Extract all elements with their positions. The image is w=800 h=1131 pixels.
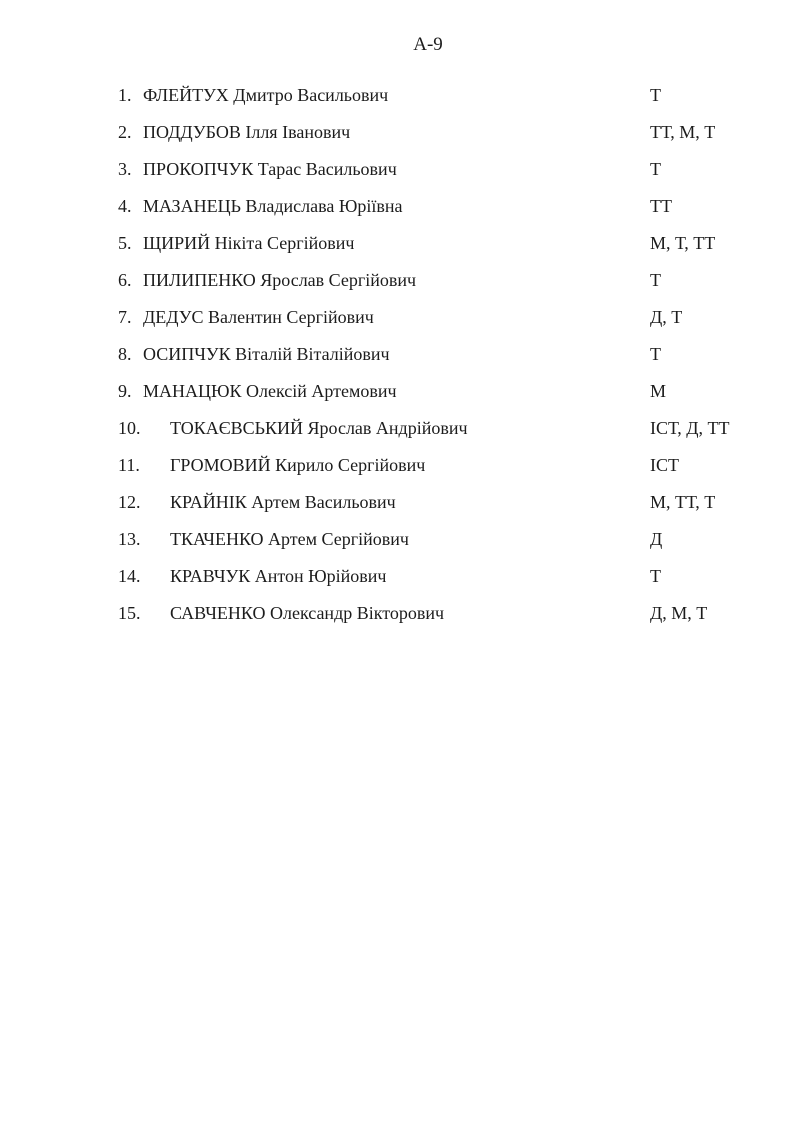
item-name: МАЗАНЕЦЬ Владислава Юріївна bbox=[143, 196, 403, 216]
list-item bbox=[0, 225, 800, 262]
item-codes: ІСТ bbox=[650, 455, 679, 475]
item-codes: ТТ bbox=[650, 196, 672, 216]
item-number: 5. bbox=[118, 233, 132, 253]
item-number: 15. bbox=[118, 603, 141, 623]
item-number: 8. bbox=[118, 344, 132, 364]
item-name: ЩИРИЙ Нікіта Сергійович bbox=[143, 233, 355, 253]
item-name: САВЧЕНКО Олександр Вікторович bbox=[170, 603, 445, 623]
item-number: 6. bbox=[118, 270, 132, 290]
item-name: ОСИПЧУК Віталій Віталійович bbox=[143, 344, 390, 364]
item-name: ТОКАЄВСЬКИЙ Ярослав Андрійович bbox=[170, 418, 468, 438]
item-number: 11. bbox=[118, 455, 140, 475]
list-item bbox=[0, 336, 800, 373]
item-name: МАНАЦЮК Олексій Артемович bbox=[143, 381, 397, 401]
list-item bbox=[0, 558, 800, 595]
item-codes: Т bbox=[650, 85, 661, 105]
list-item bbox=[0, 410, 800, 447]
item-name: КРАВЧУК Антон Юрійович bbox=[170, 566, 387, 586]
item-name: ГРОМОВИЙ Кирило Сергійович bbox=[170, 455, 426, 475]
item-number: 9. bbox=[118, 381, 132, 401]
item-name: ПРОКОПЧУК Тарас Васильович bbox=[143, 159, 397, 179]
list-item bbox=[0, 595, 800, 632]
page-number-label: А-9 bbox=[413, 34, 443, 55]
list-item bbox=[0, 188, 800, 225]
item-codes: М, Т, ТТ bbox=[650, 233, 716, 253]
list-item bbox=[0, 484, 800, 521]
item-codes: Т bbox=[650, 344, 661, 364]
item-name: ФЛЕЙТУХ Дмитро Васильович bbox=[143, 85, 389, 105]
item-name: ДЕДУС Валентин Сергійович bbox=[143, 307, 374, 327]
item-codes: Т bbox=[650, 159, 661, 179]
list-item bbox=[0, 114, 800, 151]
item-codes: Т bbox=[650, 270, 661, 290]
roster-list bbox=[0, 77, 800, 632]
item-name: ПИЛИПЕНКО Ярослав Сергійович bbox=[143, 270, 417, 290]
list-item bbox=[0, 447, 800, 484]
item-codes: ТТ, М, Т bbox=[650, 122, 716, 142]
item-codes: Д, Т bbox=[650, 307, 683, 327]
list-item bbox=[0, 521, 800, 558]
item-codes: М, ТТ, Т bbox=[650, 492, 716, 512]
item-number: 3. bbox=[118, 159, 132, 179]
list-item bbox=[0, 299, 800, 336]
list-item bbox=[0, 151, 800, 188]
item-codes: Д bbox=[650, 529, 663, 549]
list-item bbox=[0, 373, 800, 410]
item-name: КРАЙНІК Артем Васильович bbox=[170, 492, 396, 512]
item-number: 1. bbox=[118, 85, 132, 105]
item-codes: ІСТ, Д, ТТ bbox=[650, 418, 730, 438]
item-number: 13. bbox=[118, 529, 141, 549]
item-number: 7. bbox=[118, 307, 132, 327]
item-codes: М bbox=[650, 381, 667, 401]
item-number: 10. bbox=[118, 418, 141, 438]
item-name: ПОДДУБОВ Ілля Іванович bbox=[143, 122, 351, 142]
list-item bbox=[0, 77, 800, 114]
item-number: 4. bbox=[118, 196, 132, 216]
item-codes: Д, М, Т bbox=[650, 603, 708, 623]
item-number: 14. bbox=[118, 566, 141, 586]
item-number: 2. bbox=[118, 122, 132, 142]
item-codes: Т bbox=[650, 566, 661, 586]
list-item bbox=[0, 262, 800, 299]
item-name: ТКАЧЕНКО Артем Сергійович bbox=[170, 529, 409, 549]
item-number: 12. bbox=[118, 492, 141, 512]
